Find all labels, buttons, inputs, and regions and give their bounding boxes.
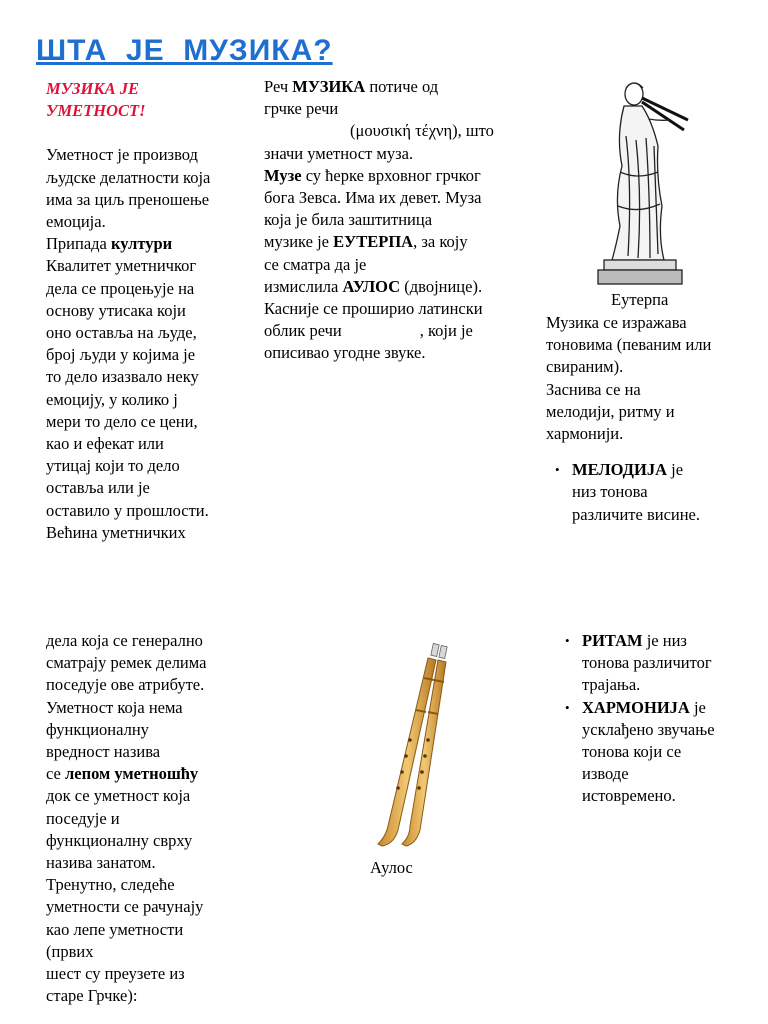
text-line: назива занатом. (46, 853, 156, 873)
culture-word: култури (111, 234, 173, 254)
list-item-melody (546, 459, 761, 526)
text-line: емоцију, у колико ј (46, 389, 178, 409)
text-line: дела која се генерално (46, 631, 203, 650)
text-line: сматрају ремек делима (46, 653, 207, 673)
text-line: описивао угодне звуке. (264, 343, 426, 363)
column-intro (46, 78, 256, 544)
text-line: се сматра да је (264, 254, 367, 274)
text-span: низ тонова (572, 482, 648, 502)
text-line: дела се процењује на (46, 278, 195, 298)
text-line: значи уметност муза. (264, 143, 414, 163)
word-euterpa: ЕУТЕРПА (333, 232, 414, 252)
subtitle-line-2: УМЕТНОСТ! (46, 101, 146, 121)
text-span: , за коју (413, 232, 468, 252)
fine-art-prefix: се (46, 764, 65, 784)
text-span: трајања. (582, 675, 641, 695)
subtitle-line-1: МУЗИКА ЈЕ (46, 79, 139, 98)
text-line: емоција. (46, 212, 106, 232)
text-line: има за циљ преношење (46, 189, 210, 209)
text-span: тонова различитог (582, 653, 712, 673)
text-line (264, 165, 534, 187)
text-line: тоновима (певаним или (546, 335, 712, 355)
text-line: шест су преузете из (46, 964, 185, 984)
text-span: изводе (582, 764, 629, 784)
text-line: као и ефекат или (46, 434, 164, 454)
text-line: Квалитет уметничког (46, 256, 197, 276)
text-line: то дело изазвало неку (46, 367, 199, 387)
text-line: основу утисака који (46, 300, 186, 320)
text-line: као лепе уметности (46, 919, 184, 939)
text-line: поседује ове атрибуте. (46, 675, 205, 695)
text-line: Уметност је производ (46, 145, 198, 165)
rhythm-term: РИТАМ (582, 631, 643, 650)
aulos-image (368, 640, 468, 852)
text-span: облик речи (264, 321, 342, 341)
text-line: уметности се рачунају (46, 897, 204, 917)
page-title: ШТА ЈЕ МУЗИКА? (36, 34, 333, 67)
column-elements-continued (556, 630, 761, 808)
harmony-term: ХАРМОНИЈА (582, 697, 690, 717)
text-line: која је била заштитница (264, 210, 433, 230)
list-item-rhythm (556, 630, 761, 697)
bullet-list (556, 630, 761, 808)
text-line (264, 231, 534, 253)
word-aulos: АУЛОС (342, 276, 401, 296)
text-line: (првих (46, 941, 94, 961)
word-muzika: МУЗИКА (292, 77, 366, 96)
text-line: мелодији, ритму и (546, 401, 675, 421)
list-item-harmony (556, 697, 761, 808)
text-span: усклађено звучање (582, 719, 715, 739)
text-span: су ћерке врховног грчког (301, 165, 481, 185)
text-line: Заснива се на (546, 379, 641, 399)
text-line: оставља или је (46, 478, 150, 498)
text-line: старе Грчке): (46, 986, 138, 1006)
culture-prefix: Припада (46, 234, 111, 254)
aulos-caption: Аулос (370, 858, 413, 877)
text-line: број људи у којима је (46, 345, 196, 365)
text-span: измислила (264, 276, 343, 296)
text-line: оно оставља на људе, (46, 323, 197, 343)
text-line: док се уметност која (46, 786, 191, 806)
column-intro-continued (46, 630, 256, 1007)
text-span: је (689, 697, 706, 717)
euterpe-caption: Еутерпа (611, 290, 669, 309)
text-span: истовремено. (582, 786, 676, 806)
column-etymology (264, 76, 534, 365)
text-line: Касније се проширио латински (264, 299, 483, 319)
fine-art-line (46, 763, 256, 785)
text-line: хармонији. (546, 424, 624, 444)
text-line: бога Зевса. Има их девет. Муза (264, 188, 482, 208)
text-line: функционалну сврху (46, 830, 193, 850)
text-line (264, 276, 534, 298)
text-line: Тренутно, следеће (46, 875, 175, 895)
greek-phrase-line: (μουσική τέχνη), што (350, 121, 494, 141)
text-span: је (667, 460, 684, 480)
melody-term: МЕЛОДИЈА (572, 460, 668, 480)
text-span: је низ (642, 631, 687, 650)
text-line: грчке речи (264, 99, 339, 119)
text-line: свираним). (546, 357, 624, 377)
text-line: мери то дело се цени, (46, 411, 198, 431)
text-line: Уметност која нема (46, 697, 183, 717)
text-span: потиче од (365, 77, 439, 96)
column-elements (546, 312, 761, 526)
fine-art-term: лепом уметношћу (64, 764, 199, 784)
text-line: Већина уметничких (46, 522, 186, 542)
word-muze: Музе (264, 165, 302, 185)
text-span: различите висине. (572, 504, 700, 524)
bullet-list (546, 459, 761, 526)
text-line: вредност назива (46, 742, 161, 762)
text-span: Реч (264, 77, 293, 96)
text-line (264, 320, 534, 342)
text-line: утицај који то дело (46, 456, 180, 476)
text-line: функционалну (46, 719, 149, 739)
text-span: , који је (419, 321, 473, 341)
euterpe-statue-image (592, 76, 702, 288)
text-span: (двојнице). (400, 276, 483, 296)
text-line: Музика се изражава (546, 313, 687, 332)
text-line: поседује и (46, 808, 120, 828)
text-line (264, 76, 534, 98)
culture-line (46, 233, 256, 255)
text-line: оставило у прошлости. (46, 500, 209, 520)
text-line: људске делатности која (46, 167, 211, 187)
text-span: музике је (264, 232, 334, 252)
text-span: тонова који се (582, 742, 682, 762)
